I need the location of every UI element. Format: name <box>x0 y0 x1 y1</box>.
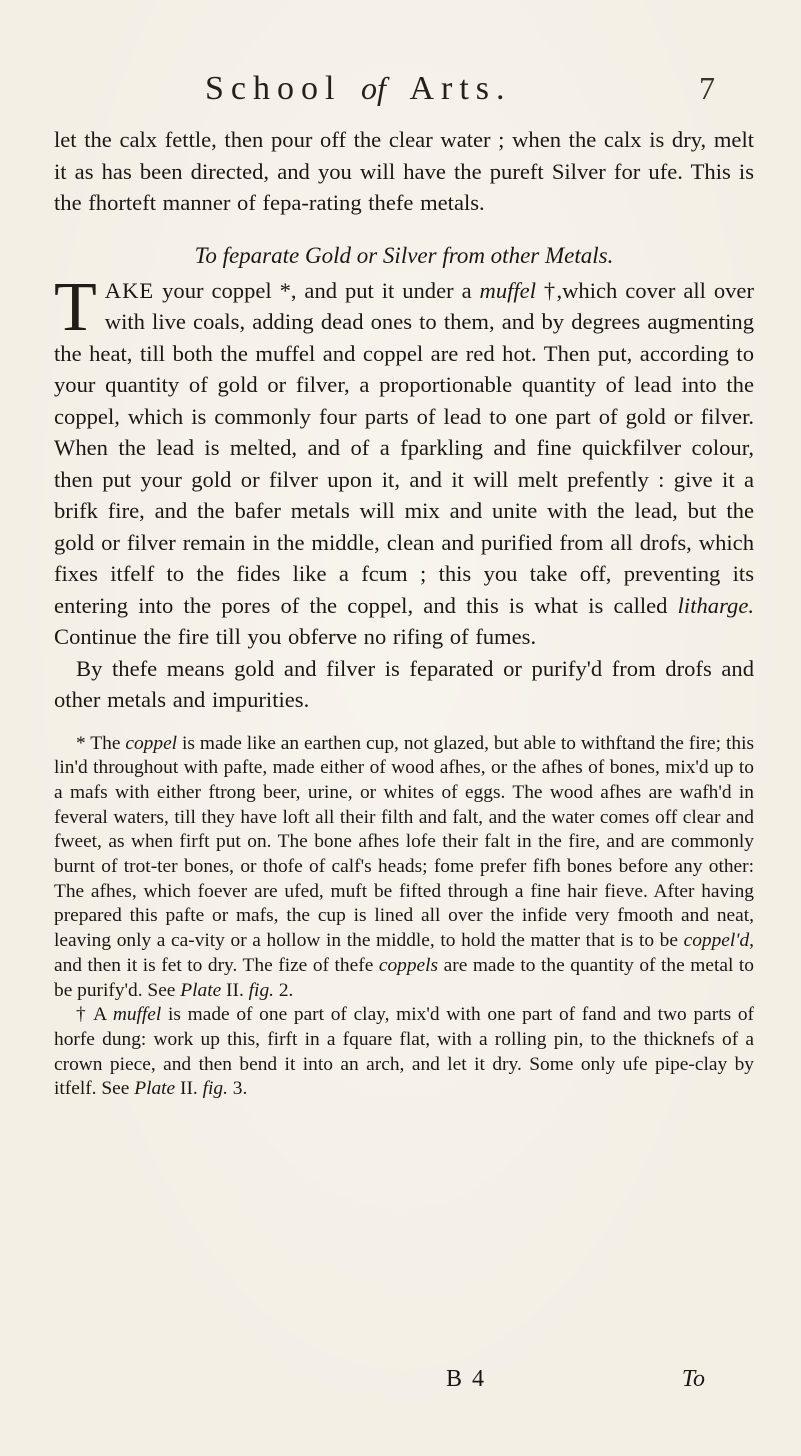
header-title-of: of <box>360 70 386 106</box>
fig-reference: fig. <box>248 979 274 1001</box>
muffel-term: muffel <box>479 277 536 303</box>
section-body-part1: your coppel *, and put it under a <box>154 277 480 303</box>
section-body-part3: Continue the fire till you obferve no rifing of fumes. <box>54 624 537 649</box>
plate-number: II. <box>221 979 249 1001</box>
footnote1-mark: * The <box>76 732 126 754</box>
fig-reference-2: fig. <box>202 1078 228 1100</box>
muffel-footnote-term: muffel <box>112 1004 162 1026</box>
header-title-part1: School <box>205 70 342 107</box>
footnote1-text-3: are made to the quantity of the metal to be purify'd. See <box>54 954 754 1001</box>
header-title-part2: Arts. <box>409 70 512 107</box>
fig-number-2: 3. <box>227 1078 248 1100</box>
closing-paragraph: By thefe means gold and filver is feparated or purify'd from drofs and other metals and impurities. <box>54 655 754 712</box>
coppeld-term: coppel'd <box>683 930 750 952</box>
section-paragraph <box>54 268 754 653</box>
page-body <box>54 124 754 1102</box>
footnote1-text-2: , and then it is fet to dry. The fize of thefe <box>54 930 754 976</box>
footnote2-text-1: is made of one part of clay, mix'd with one part of fand and two parts of horfe dung: work up this, firft in a fquare flat, with a rolling pin, to the thicknefs of a crown piece, and then bend it into an arch, and let it dry. Some only ufe pipe-clay by itfelf. See <box>54 1004 754 1100</box>
footnote-coppel <box>54 732 754 1004</box>
plate-reference-2: Plate <box>134 1078 176 1100</box>
footnote1-text-1: is made like an earthen cup, not glazed, but able to withftand the fire; this lin'd throughout with pafte, made either of wood afhes, or the afhes of bones, mix'd up to a mafs with either ftrong beer, urine, or whites of eggs. The wood afhes are wafh'd in feveral waters, till they have loft all their filth and falt, and the water comes off clear and fweet, as when firft put on. The bone afhes lofe their falt in the fire, and are commonly burnt of trot-ter bones, or thofe of calf's heads; fome prefer fifh bones before any other: The afhes, which foever are ufed, muft be fifted through a fine hair fieve. After having prepared this pafte or mafs, the cup is lined all over the infide very fmooth and neat, leaving only a ca-vity or a hollow in the middle, to hold the matter that is to be <box>54 732 754 952</box>
section-heading: To feparate Gold or Silver from other Metals. <box>194 242 614 268</box>
plate-reference: Plate <box>180 979 222 1001</box>
fig-number: 2. <box>274 979 294 1001</box>
footnotes <box>54 732 754 1103</box>
page-number: 7 <box>699 70 715 106</box>
plate-number-2: II. <box>175 1078 203 1100</box>
coppel-term: coppel <box>125 732 178 754</box>
section-body-part2: †,which cover all over with live coals, adding dead ones to them, and by degrees augmenting the heat, till both the muffel and coppel are red hot. Then put, according to your quantity of gold or filver, a proportionable quantity of lead into the coppel, which is commonly four parts of lead to one part of gold or filver. When the lead is melted, and of a fparkling and fine quickfilver colour, then put your gold or filver upon it, and it will melt prefently : give it a brifk fire, and the bafer metals will mix and unite with the lead, but the gold or filver remain in the middle, clean and purified from all drofs, which fixes itfelf to the fides like a fcum ; this you take off, preventing its entering into the pores of the coppel, and this is what is called <box>54 277 754 618</box>
coppels-term: coppels <box>378 954 439 976</box>
first-word-rest: AKE <box>104 277 155 303</box>
drop-cap: T <box>54 268 97 346</box>
intro-paragraph: let the calx fettle, then pour off the clear water ; when the calx is dry, melt it as has been directed, and you will have the pureft Silver for ufe. This is the fhorteft manner of fepa-rating thefe metals. <box>54 127 754 215</box>
footnote-muffel <box>54 1003 754 1102</box>
catchword: To <box>681 1366 705 1392</box>
litharge-term: litharge. <box>677 592 754 618</box>
signature-mark: B 4 <box>446 1366 487 1392</box>
footnote2-mark: † A <box>76 1004 113 1026</box>
running-header <box>205 70 625 108</box>
